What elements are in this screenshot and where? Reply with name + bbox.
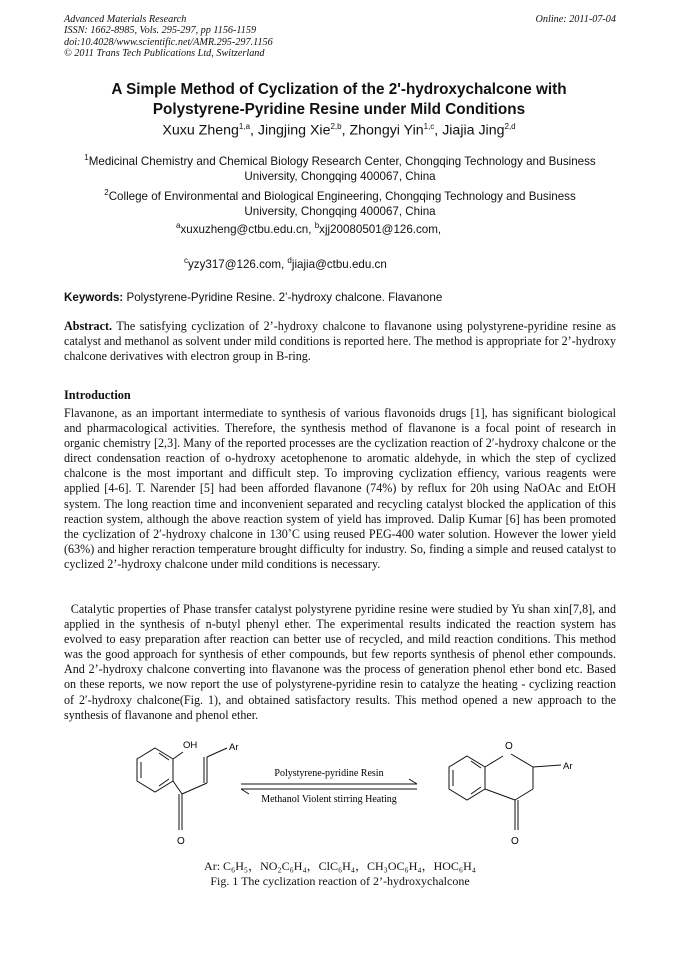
abstract-label: Abstract. bbox=[64, 319, 113, 333]
email-sup: a bbox=[176, 221, 181, 230]
author-name: Jiajia Jing bbox=[442, 122, 505, 139]
author-name: Jingjing Xie bbox=[257, 122, 331, 139]
affiliation-2 bbox=[64, 185, 616, 219]
affiliation-1 bbox=[64, 150, 616, 184]
figure-caption: Fig. 1 The cyclization reaction of 2’-hydroxychalcone bbox=[210, 874, 470, 888]
email-sup: b bbox=[314, 221, 320, 230]
ar-label-right: Ar bbox=[563, 761, 573, 772]
email-sup: d bbox=[287, 256, 292, 265]
arrow-condition-label: Methanol Violent stirring Heating bbox=[261, 794, 397, 805]
section-heading: Introduction bbox=[64, 388, 131, 402]
email-line-1 bbox=[176, 221, 441, 236]
email-address: yzy317@126.com, bbox=[188, 257, 288, 271]
author-name: Xuxu Zheng bbox=[162, 122, 239, 139]
title-line-1: A Simple Method of Cyclization of the 2'-hydroxychalcone with bbox=[111, 81, 567, 98]
ar-substituents: Ar: C₆H₅，NO₂C₆H₄，ClC₆H₄，CH₃OC₆H₄，HOC₆H₄ bbox=[204, 859, 476, 873]
author-name: Zhongyi Yin bbox=[349, 122, 424, 139]
oh-label: OH bbox=[183, 740, 198, 751]
keywords-label: Keywords: bbox=[64, 291, 124, 304]
affiliation-line: Medicinal Chemistry and Chemical Biology Research Center, Chongqing Technology and Business bbox=[88, 154, 596, 168]
affiliation-sup: 1 bbox=[84, 153, 89, 162]
author-affiliation-sup: 2,b bbox=[330, 122, 342, 131]
keywords-text: Polystyrene-Pyridine Resine. 2’-hydroxy chalcone. Flavanone bbox=[123, 291, 443, 304]
title-line-2: Polystyrene-Pyridine Resine under Mild Conditions bbox=[152, 101, 526, 118]
keywords bbox=[64, 291, 442, 304]
journal-name: Advanced Materials Research bbox=[64, 14, 187, 25]
affiliation-line: University, Chongqing 400067, China bbox=[244, 169, 436, 183]
reaction-scheme bbox=[95, 736, 595, 854]
affiliation-line: College of Environmental and Biological Engineering, Chongqing Technology and Business bbox=[108, 189, 576, 203]
affiliation-line: University, Chongqing 400067, China bbox=[244, 204, 436, 218]
intro-paragraph-2: Catalytic properties of Phase transfer catalyst polystyrene pyridine resine were studied by Yu shan xin[7,8], and applied in the synthesis of n-butyl phenyl ether. The experimental results indicated the reaction system has evolved to easy preparation after reaction can better use of recycled, and mild reaction conditions. This method was the good approach for synthesis of ether compounds, but few reports synthesis of phenol ether compounds. And 2’-hydroxy chalcone converting into flavanone was the process of generation phenol ether bond etc. Based on these reports, we now report the use of polystyrene-pyridine resin to catalyze the heating - cyclizing reaction of 2′-hydroxy chalcone(Fig. 1), and obtained satisfactory results. This method opened a new approach to the synthesis of flavanone and phenol ether. bbox=[64, 602, 620, 722]
journal-header bbox=[64, 14, 616, 60]
author-list: Xuxu Zheng$^{1,a}$, Jingjing Xie$^{2,b}$, Zhongyi Yin$^{1,c}$, Jiajia Jing$^{2,d}$ bbox=[162, 122, 516, 139]
paper-title bbox=[64, 80, 614, 120]
journal-issn: ISSN: 1662-8985, Vols. 295-297, pp 1156-1159 bbox=[64, 25, 257, 37]
author-affiliation-sup: 1,a bbox=[238, 122, 251, 131]
benzene-ring bbox=[449, 756, 485, 800]
chalcone-structure bbox=[137, 748, 227, 830]
abstract bbox=[64, 319, 616, 364]
author-affiliation-sup: 2,d bbox=[504, 122, 516, 131]
affiliation-sup: 2 bbox=[104, 188, 109, 197]
email-line-2 bbox=[184, 256, 387, 271]
online-date: Online: 2011-07-04 bbox=[535, 14, 616, 25]
benzene-ring bbox=[137, 748, 173, 792]
ar-label-left: Ar bbox=[229, 742, 239, 753]
flavanone-structure bbox=[449, 754, 561, 830]
intro-paragraph-1: Flavanone, as an important intermediate to synthesis of various flavonoids drugs [1], has significant biological and pharmacological activities. Therefore, the synthesis method of flavanone is a focal point of research in organic chemistry [2,3]. Many of the reported processes are the cyclization reaction of 2′-hydroxy chalcone or the direct condensation reaction of o-hydroxy acetophenone to aromatic aldehyde, in which the step of cyclized chalcone is the most important and difficult step. To improving cyclization effiency, various reagents were applied [4-6]. T. Narender [5] had been afforded flavanone (74%) by reflux for 20h using NaOAc and EtOH system. The long reaction time and inconvenient separated and recycling catalyst blocked the application of this reaction system, although the above reaction system of yield has improved. Dalip Kumar [6] has been promoted the cyclization of 2′-hydroxy chalcone in 130˚C using reused PEG-400 water solution. However the lower yield (63%) and higher reraction temperature brought difficulty for industry. So, finding a simple and reused catalyst to cyclized 2’-hydroxy chalcone under mild conditions is necessary. bbox=[64, 406, 616, 571]
ketone-oxygen-label: O bbox=[511, 836, 519, 847]
email-address: jiajia@ctbu.edu.cn bbox=[291, 257, 387, 271]
email-sup: c bbox=[184, 256, 188, 265]
abstract-text: The satisfying cyclization of 2’-hydroxy chalcone to flavanone using polystyrene-pyridine resine as catalyst and methanol as solvent under mild conditions is reported here. The method is appropriate for 2’-hydroxy chalcone derivatives with electron group in B-ring. bbox=[64, 319, 616, 364]
email-address: xjj20080501@126.com, bbox=[319, 222, 442, 236]
journal-copyright: © 2011 Trans Tech Publications Ltd, Switzerland bbox=[64, 48, 265, 60]
journal-doi: doi:10.4028/www.scientific.net/AMR.295-297.1156 bbox=[64, 36, 273, 48]
carbonyl-oxygen-label: O bbox=[177, 836, 185, 847]
email-address: xuxuzheng@ctbu.edu.cn, bbox=[180, 222, 315, 236]
ring-oxygen-label: O bbox=[505, 741, 513, 752]
author-affiliation-sup: 1,c bbox=[423, 122, 435, 131]
arrow-reagent-label: Polystyrene-pyridine Resin bbox=[274, 768, 384, 779]
equilibrium-arrow-icon bbox=[241, 779, 417, 794]
